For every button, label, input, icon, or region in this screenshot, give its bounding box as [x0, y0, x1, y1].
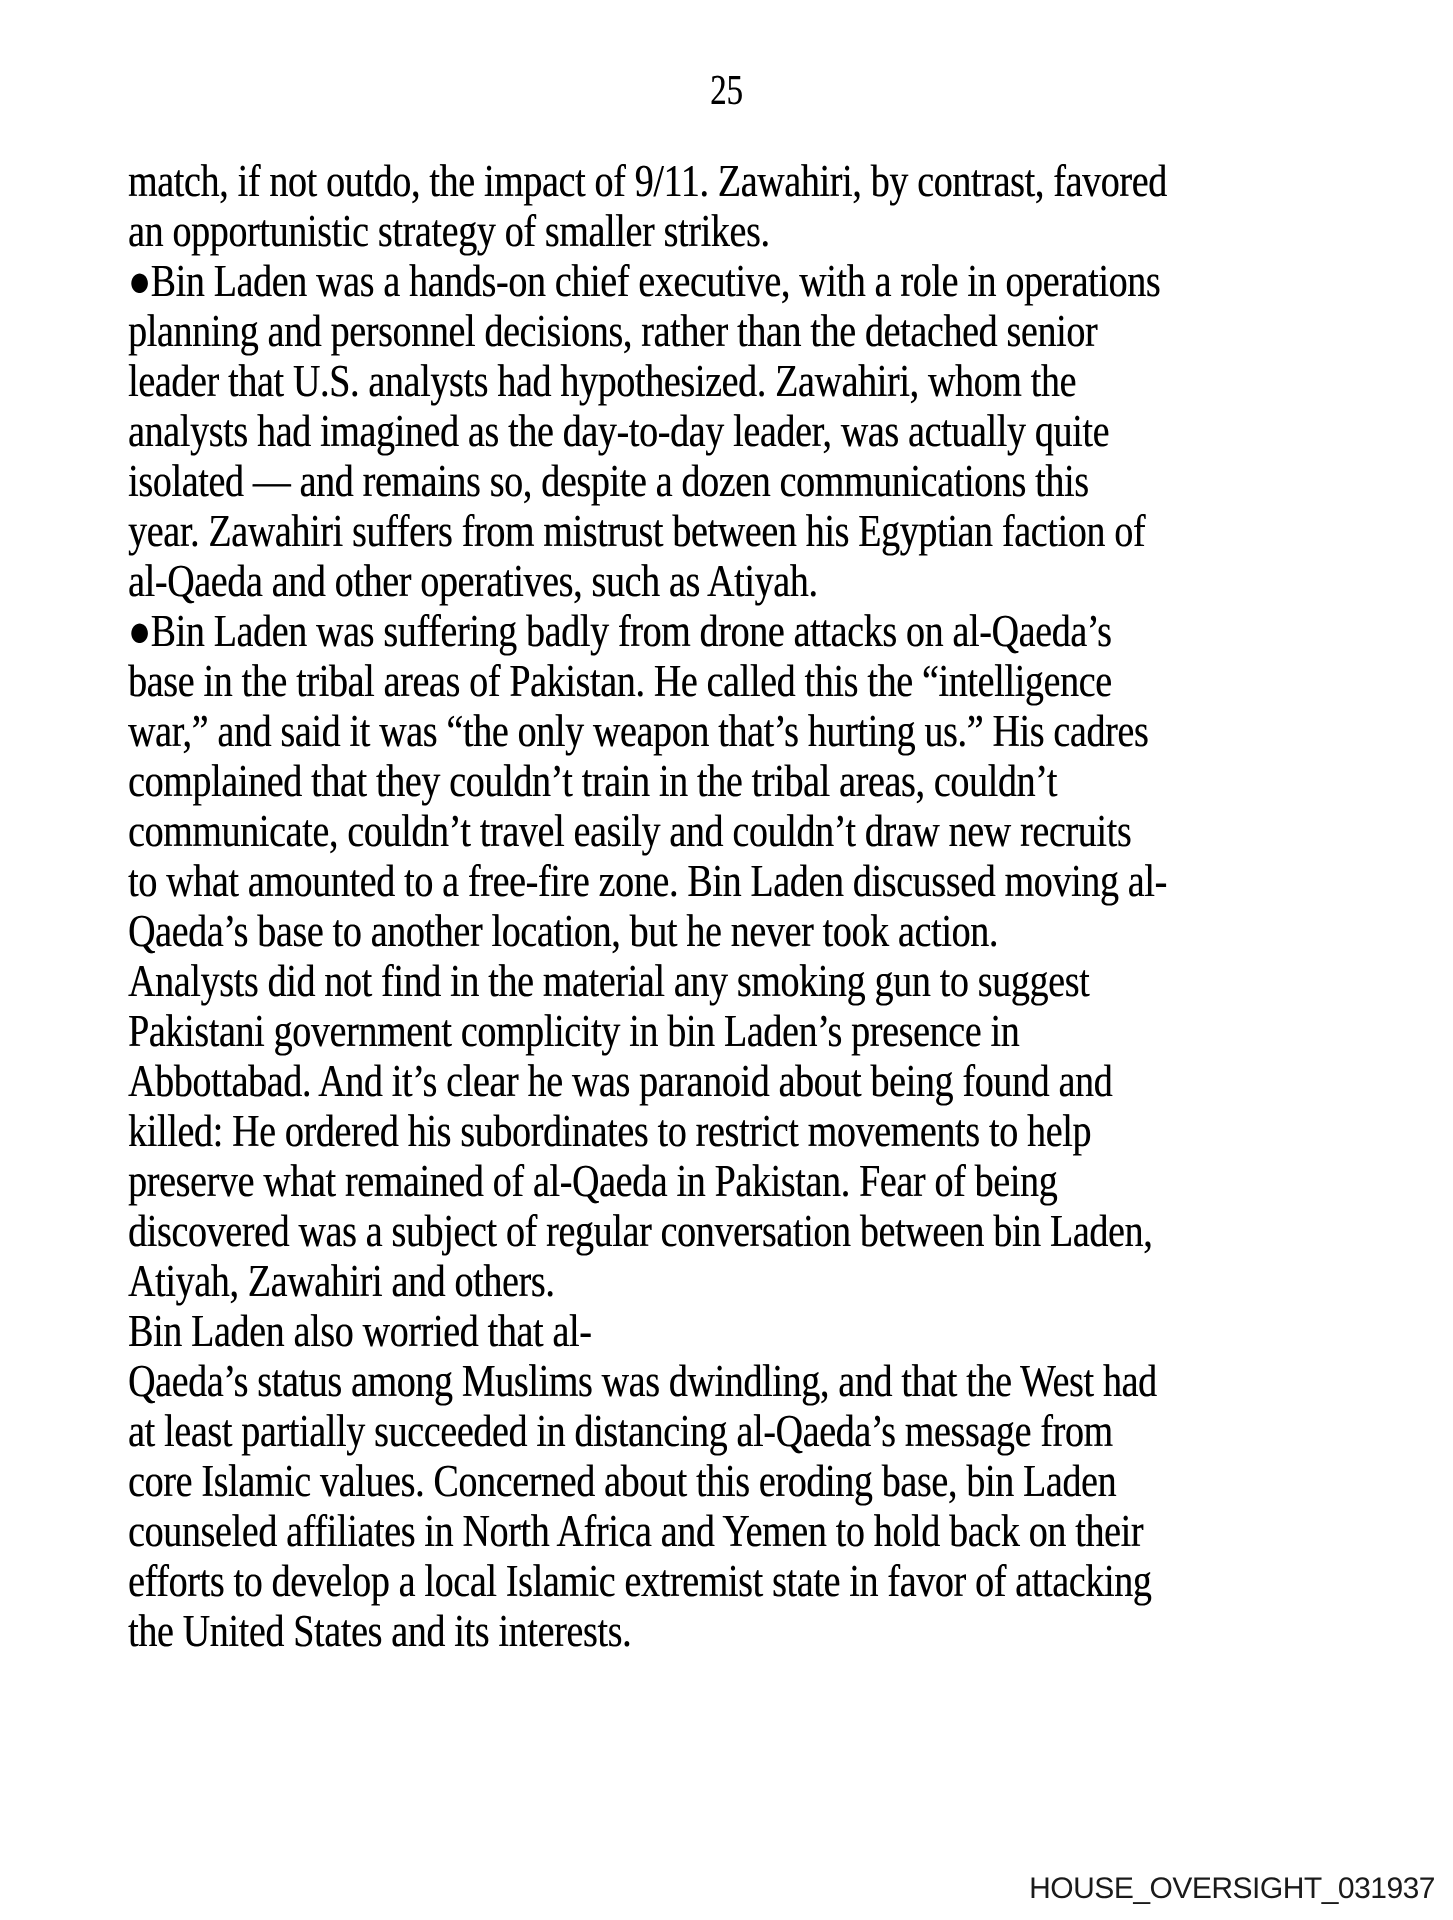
text-line: at least partially succeeded in distancing al-Qaeda’s message from	[128, 1406, 1113, 1456]
text-line: war,” and said it was “the only weapon that’s hurting us.” His cadres	[128, 706, 1149, 756]
text-line: leader that U.S. analysts had hypothesized. Zawahiri, whom the	[128, 356, 1077, 406]
text-line: Pakistani government complicity in bin Laden’s presence in	[128, 1006, 1020, 1056]
text-line: core Islamic values. Concerned about this eroding base, bin Laden	[128, 1456, 1117, 1506]
text-line: base in the tribal areas of Pakistan. He called this the “intelligence	[128, 656, 1112, 706]
text-line-bullet: ●Bin Laden was suffering badly from drone attacks on al-Qaeda’s	[128, 606, 1112, 656]
document-body	[128, 156, 1453, 1656]
text-line: efforts to develop a local Islamic extremist state in favor of attacking	[128, 1556, 1152, 1606]
text-line: to what amounted to a free-fire zone. Bin Laden discussed moving al-	[128, 856, 1167, 906]
text-line: Abbottabad. And it’s clear he was paranoid about being found and	[128, 1056, 1113, 1106]
text-line: planning and personnel decisions, rather than the detached senior	[128, 306, 1098, 356]
text-line: Atiyah, Zawahiri and others.	[128, 1256, 555, 1306]
text-line-bullet: ●Bin Laden was a hands-on chief executive, with a role in operations	[128, 256, 1161, 306]
text-line: communicate, couldn’t travel easily and couldn’t draw new recruits	[128, 806, 1132, 856]
text-line: match, if not outdo, the impact of 9/11. Zawahiri, by contrast, favored	[128, 156, 1167, 206]
text-line: preserve what remained of al-Qaeda in Pakistan. Fear of being	[128, 1156, 1058, 1206]
text-line: Qaeda’s base to another location, but he never took action.	[128, 906, 998, 956]
text-line: isolated — and remains so, despite a dozen communications this	[128, 456, 1089, 506]
text-line: Bin Laden also worried that al-	[128, 1306, 592, 1356]
text-line: an opportunistic strategy of smaller strikes.	[128, 206, 770, 256]
page-number: 25	[710, 68, 743, 114]
text-line: year. Zawahiri suffers from mistrust between his Egyptian faction of	[128, 506, 1146, 556]
text-line: Analysts did not find in the material any smoking gun to suggest	[128, 956, 1090, 1006]
bates-number: HOUSE_OVERSIGHT_031937	[1029, 1872, 1435, 1905]
text-line: discovered was a subject of regular conversation between bin Laden,	[128, 1206, 1153, 1256]
text-line: Qaeda’s status among Muslims was dwindling, and that the West had	[128, 1356, 1157, 1406]
text-line: al-Qaeda and other operatives, such as Atiyah.	[128, 556, 818, 606]
text-line: the United States and its interests.	[128, 1606, 632, 1656]
text-line: killed: He ordered his subordinates to restrict movements to help	[128, 1106, 1092, 1156]
text-line: counseled affiliates in North Africa and Yemen to hold back on their	[128, 1506, 1144, 1556]
text-line: analysts had imagined as the day-to-day leader, was actually quite	[128, 406, 1110, 456]
text-line: complained that they couldn’t train in the tribal areas, couldn’t	[128, 756, 1058, 806]
